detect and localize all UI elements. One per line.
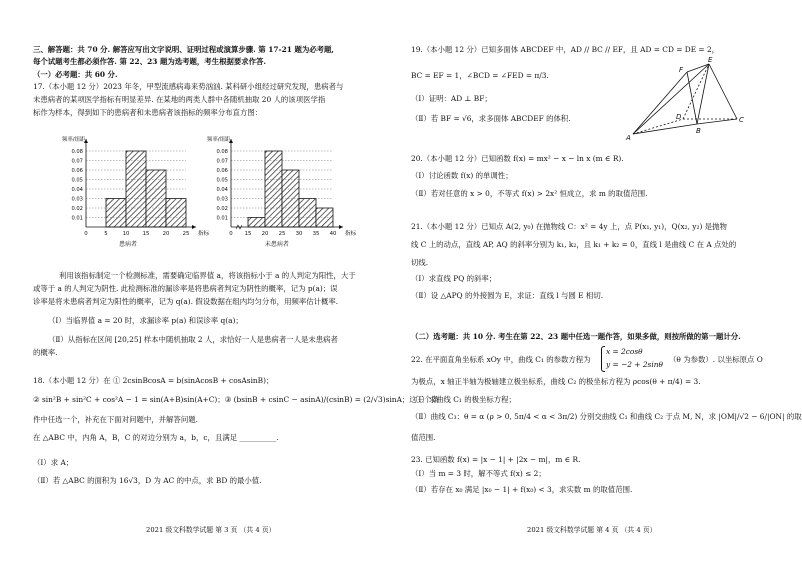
histogram-healthy bbox=[203, 124, 373, 252]
label-B: B bbox=[696, 127, 701, 135]
edge-EC bbox=[709, 64, 737, 119]
section3-heading: 三、解答题：共 70 分. 解答应写出文字说明、证明过程或演算步骤. 第 17-21 题为必考题, bbox=[33, 45, 334, 54]
edge-AF bbox=[633, 72, 687, 134]
right-page bbox=[397, 0, 802, 561]
x-axis-arrow bbox=[192, 225, 196, 229]
y-tick-label: 0.08 bbox=[71, 149, 83, 155]
x-axis-arrow bbox=[339, 225, 343, 229]
histogram-bar bbox=[282, 170, 299, 227]
q21-line1: 21.（本小题 12 分）已知点 A(2, y₀) 在抛物线 C：x² = 4y 上，点 P(x₁, y₁)，Q(x₂, y₂) 是抛物 bbox=[411, 222, 727, 231]
histogram-bar bbox=[106, 199, 126, 228]
q20-part1: （Ⅰ）讨论函数 f(x) 的单调性； bbox=[411, 171, 513, 180]
q23-part2: （Ⅱ）若存在 x₀ 满足 |x₀ − 1| + f(x₀) < 3，求实数 m 的取值范围. bbox=[411, 485, 633, 494]
x-tick-label: 5 bbox=[104, 231, 108, 237]
q17-body3: 诊率是将未患病者判定为阳性的概率，记为 q(a). 假设数据在组内均匀分布，用频率估计概率. bbox=[33, 297, 339, 306]
q17-line1: 17.（本小题 12 分）2023 年冬，甲型流感病毒来势汹汹. 某科研小组经过研究发现，患病者与 bbox=[33, 82, 344, 91]
y-tick-label: 0.07 bbox=[216, 158, 228, 165]
x-tick-label: 0 bbox=[229, 231, 233, 237]
x-tick-label: 10 bbox=[122, 231, 130, 237]
x-tick-label: 25 bbox=[278, 231, 286, 237]
x-tick-label: 0 bbox=[84, 231, 88, 237]
chart-title: 患病者 bbox=[118, 241, 138, 248]
y-tick-label: 0.01 bbox=[216, 215, 228, 222]
label-D: D bbox=[676, 113, 682, 121]
label-F: F bbox=[679, 66, 684, 74]
optional-heading: （二）选考题：共 10 分. 考生在第 22、23 题中任选一题作答，如果多做，则按所做的第一题计分. bbox=[411, 332, 741, 341]
y-tick-label: 0.05 bbox=[71, 177, 83, 184]
edge-BC bbox=[697, 119, 737, 124]
q20-line1: 20.（本小题 12 分）已知函数 f(x) = mx² − x − ln x (m ∈ R). bbox=[411, 154, 624, 163]
label-E: E bbox=[708, 56, 713, 64]
x-axis-label: 指标 bbox=[345, 231, 357, 237]
q22-part1: （Ⅰ）求曲线 C₁ 的极坐标方程； bbox=[411, 395, 516, 404]
y-tick-label: 0.05 bbox=[216, 177, 228, 184]
q18-line1: 18.（本小题 12 分）在 ① 2csinBcosA = b(sinAcosB + cosAsinB)； bbox=[33, 376, 274, 385]
q22-line2: 为极点，x 轴正半轴为极轴建立极坐标系，曲线 C₂ 的极坐标方程为 ρcos(θ + π/4) = 3. bbox=[411, 377, 701, 386]
x-tick-label: 15 bbox=[142, 231, 150, 237]
q19-line2: BC = EF = 1，∠BCD = ∠FED = π/3. bbox=[411, 71, 549, 80]
axis-break-mark bbox=[236, 225, 242, 229]
q22-line1: 22. 在平面直角坐标系 xOy 中，曲线 C₁ 的参数方程为 bbox=[411, 355, 591, 364]
x-tick-label: 15 bbox=[244, 231, 252, 237]
x-tick-label: 20 bbox=[261, 231, 269, 237]
q18-line4: 在 △ABC 中，内角 A，B，C 的对边分别为 a，b，c，且满足 __________. bbox=[33, 433, 279, 442]
y-tick-label: 0.03 bbox=[216, 196, 228, 203]
page-footer-right: 2021 级文科数学试题 第 4 页 （共 4 页） bbox=[527, 526, 657, 534]
y-axis-label: 频率/组距 bbox=[207, 137, 231, 143]
y-tick-label: 0.04 bbox=[71, 187, 83, 193]
q22-part2: （Ⅱ）曲线 C₃：θ = α (ρ > 0, 5π/4 < α < 3π/2) 分别交曲线 C₁ 和曲线 C₂ 于点 M, N，求 |OM|/√2 − 6/|ON| 的取 bbox=[411, 412, 802, 421]
y-tick-label: 0.07 bbox=[71, 158, 83, 165]
histogram-patients bbox=[58, 124, 208, 252]
edge-AE bbox=[633, 64, 709, 134]
q21-line2: 线 C 上的动点，直线 AP, AQ 的斜率分别为 k₁, k₂，且 k₁ + k₂ = 0，直线 l 是曲线 C 在 A 点处的 bbox=[411, 240, 737, 249]
y-tick-label: 0.01 bbox=[71, 215, 83, 222]
q17-part2b: 的概率. bbox=[33, 348, 58, 357]
q18-part2: （Ⅱ）若 △ABC 的面积为 16√3，D 为 AC 的中点，求 BD 的最小值. bbox=[33, 476, 262, 485]
x-tick-label: 40 bbox=[329, 231, 337, 237]
q22-param2: y = −2 + 2sinθ bbox=[606, 360, 663, 369]
q17-line2: 未患病者的某项医学指标有明显差异. 在某地的两类人群中各随机抽取 20 人的该项医学指 bbox=[33, 95, 326, 104]
q22-part2b: 值范围. bbox=[411, 433, 436, 442]
edge-AD bbox=[633, 119, 683, 134]
q22-param-note: （θ 为参数）. 以坐标原点 O bbox=[669, 355, 763, 364]
q19-line1: 19.（本小题 12 分）已知多面体 ABCDEF 中，AD // BC // EF，且 AD = CD = DE = 2， bbox=[411, 45, 720, 54]
histogram-bar bbox=[248, 218, 265, 228]
q22-param1: x = 2cosθ bbox=[606, 347, 643, 356]
q23-part1: （Ⅰ）当 m = 3 时，解不等式 f(x) ≤ 2； bbox=[411, 469, 546, 478]
q21-part2: （Ⅱ）设 △APQ 的外接圆为 E，求证：直线 l 与圆 E 相切. bbox=[411, 291, 604, 300]
label-A: A bbox=[626, 134, 631, 142]
q17-body2: 或等于 a 的人判定为阴性. 此检测标准的漏诊率是将患病者判定为阴性的概率，记为 p(a)；误 bbox=[33, 284, 338, 293]
q17-part1: （Ⅰ）当临界值 a = 20 时，求漏诊率 p(a) 和误诊率 q(a)； bbox=[48, 316, 243, 325]
q23-line1: 23. 已知函数 f(x) = |x − 1| + |2x − m|，m ∈ R. bbox=[411, 455, 581, 464]
q18-line2: ② sin²B + sin²C + cos²A − 1 = sin(A+B)sin(A+C)；③ (bsinB + csinC − asinA)/(csinB) = (2/√3)sinA；这三个条 bbox=[33, 395, 439, 404]
page-footer-left: 2021 级文科数学试题 第 3 页 （共 4 页） bbox=[146, 526, 276, 534]
q21-line3: 切线. bbox=[411, 258, 429, 267]
x-tick-label: 35 bbox=[312, 231, 320, 237]
y-tick-label: 0.02 bbox=[216, 206, 228, 212]
y-tick-label: 0.08 bbox=[216, 149, 228, 155]
x-tick-label: 25 bbox=[182, 231, 190, 237]
x-axis-label: 指标 bbox=[198, 231, 210, 237]
label-C: C bbox=[739, 116, 744, 124]
section3-line2: 每个试题考生都必须作答. 第 22、23 题为选考题，考生根据要求作答. bbox=[33, 57, 266, 66]
x-tick-label: 30 bbox=[295, 231, 303, 237]
chart-title: 未患病者 bbox=[264, 241, 289, 248]
q22-param-brace bbox=[601, 346, 605, 372]
y-tick-label: 0.04 bbox=[216, 187, 228, 193]
q20-part2: （Ⅱ）若对任意的 x > 0，不等式 f(x) > 2x² 恒成立，求 m 的取值范围. bbox=[411, 189, 648, 198]
q17-body1: 利用该指标制定一个检测标准，需要确定临界值 a，将该指标小于 a 的人判定为阳性，大于 bbox=[59, 271, 356, 280]
q17-part2a: （Ⅱ）从指标在区间 [20,25] 样本中随机抽取 2 人，求恰好一人是患病者一人是未患病者 bbox=[48, 335, 338, 344]
q19-part1: （Ⅰ）证明：AD ⊥ BF； bbox=[411, 94, 492, 103]
histogram-bar bbox=[166, 199, 186, 228]
required-label: （一）必考题：共 60 分. bbox=[33, 70, 118, 79]
q17-line3: 标作为样本，得到如下的患病者和未患病者该指标的频率分布直方图： bbox=[33, 108, 263, 117]
y-tick-label: 0.06 bbox=[216, 168, 228, 174]
y-tick-label: 0.02 bbox=[71, 206, 83, 212]
q18-line3: 件中任选一个，补充在下面对问题中，并解答问题. bbox=[33, 415, 198, 424]
histogram-bar bbox=[299, 199, 316, 228]
x-tick-label: 20 bbox=[162, 231, 170, 237]
q21-part1: （Ⅰ）求直线 PQ 的斜率； bbox=[411, 274, 497, 283]
q18-part1: （Ⅰ）求 A； bbox=[33, 458, 74, 467]
y-axis-label: 频率/组距 bbox=[62, 137, 86, 143]
y-tick-label: 0.03 bbox=[71, 196, 83, 203]
polyhedron-figure bbox=[625, 56, 775, 142]
y-tick-label: 0.06 bbox=[71, 168, 83, 174]
q19-part2: （Ⅱ）若 BF = √6，求多面体 ABCDEF 的体积. bbox=[411, 114, 571, 123]
